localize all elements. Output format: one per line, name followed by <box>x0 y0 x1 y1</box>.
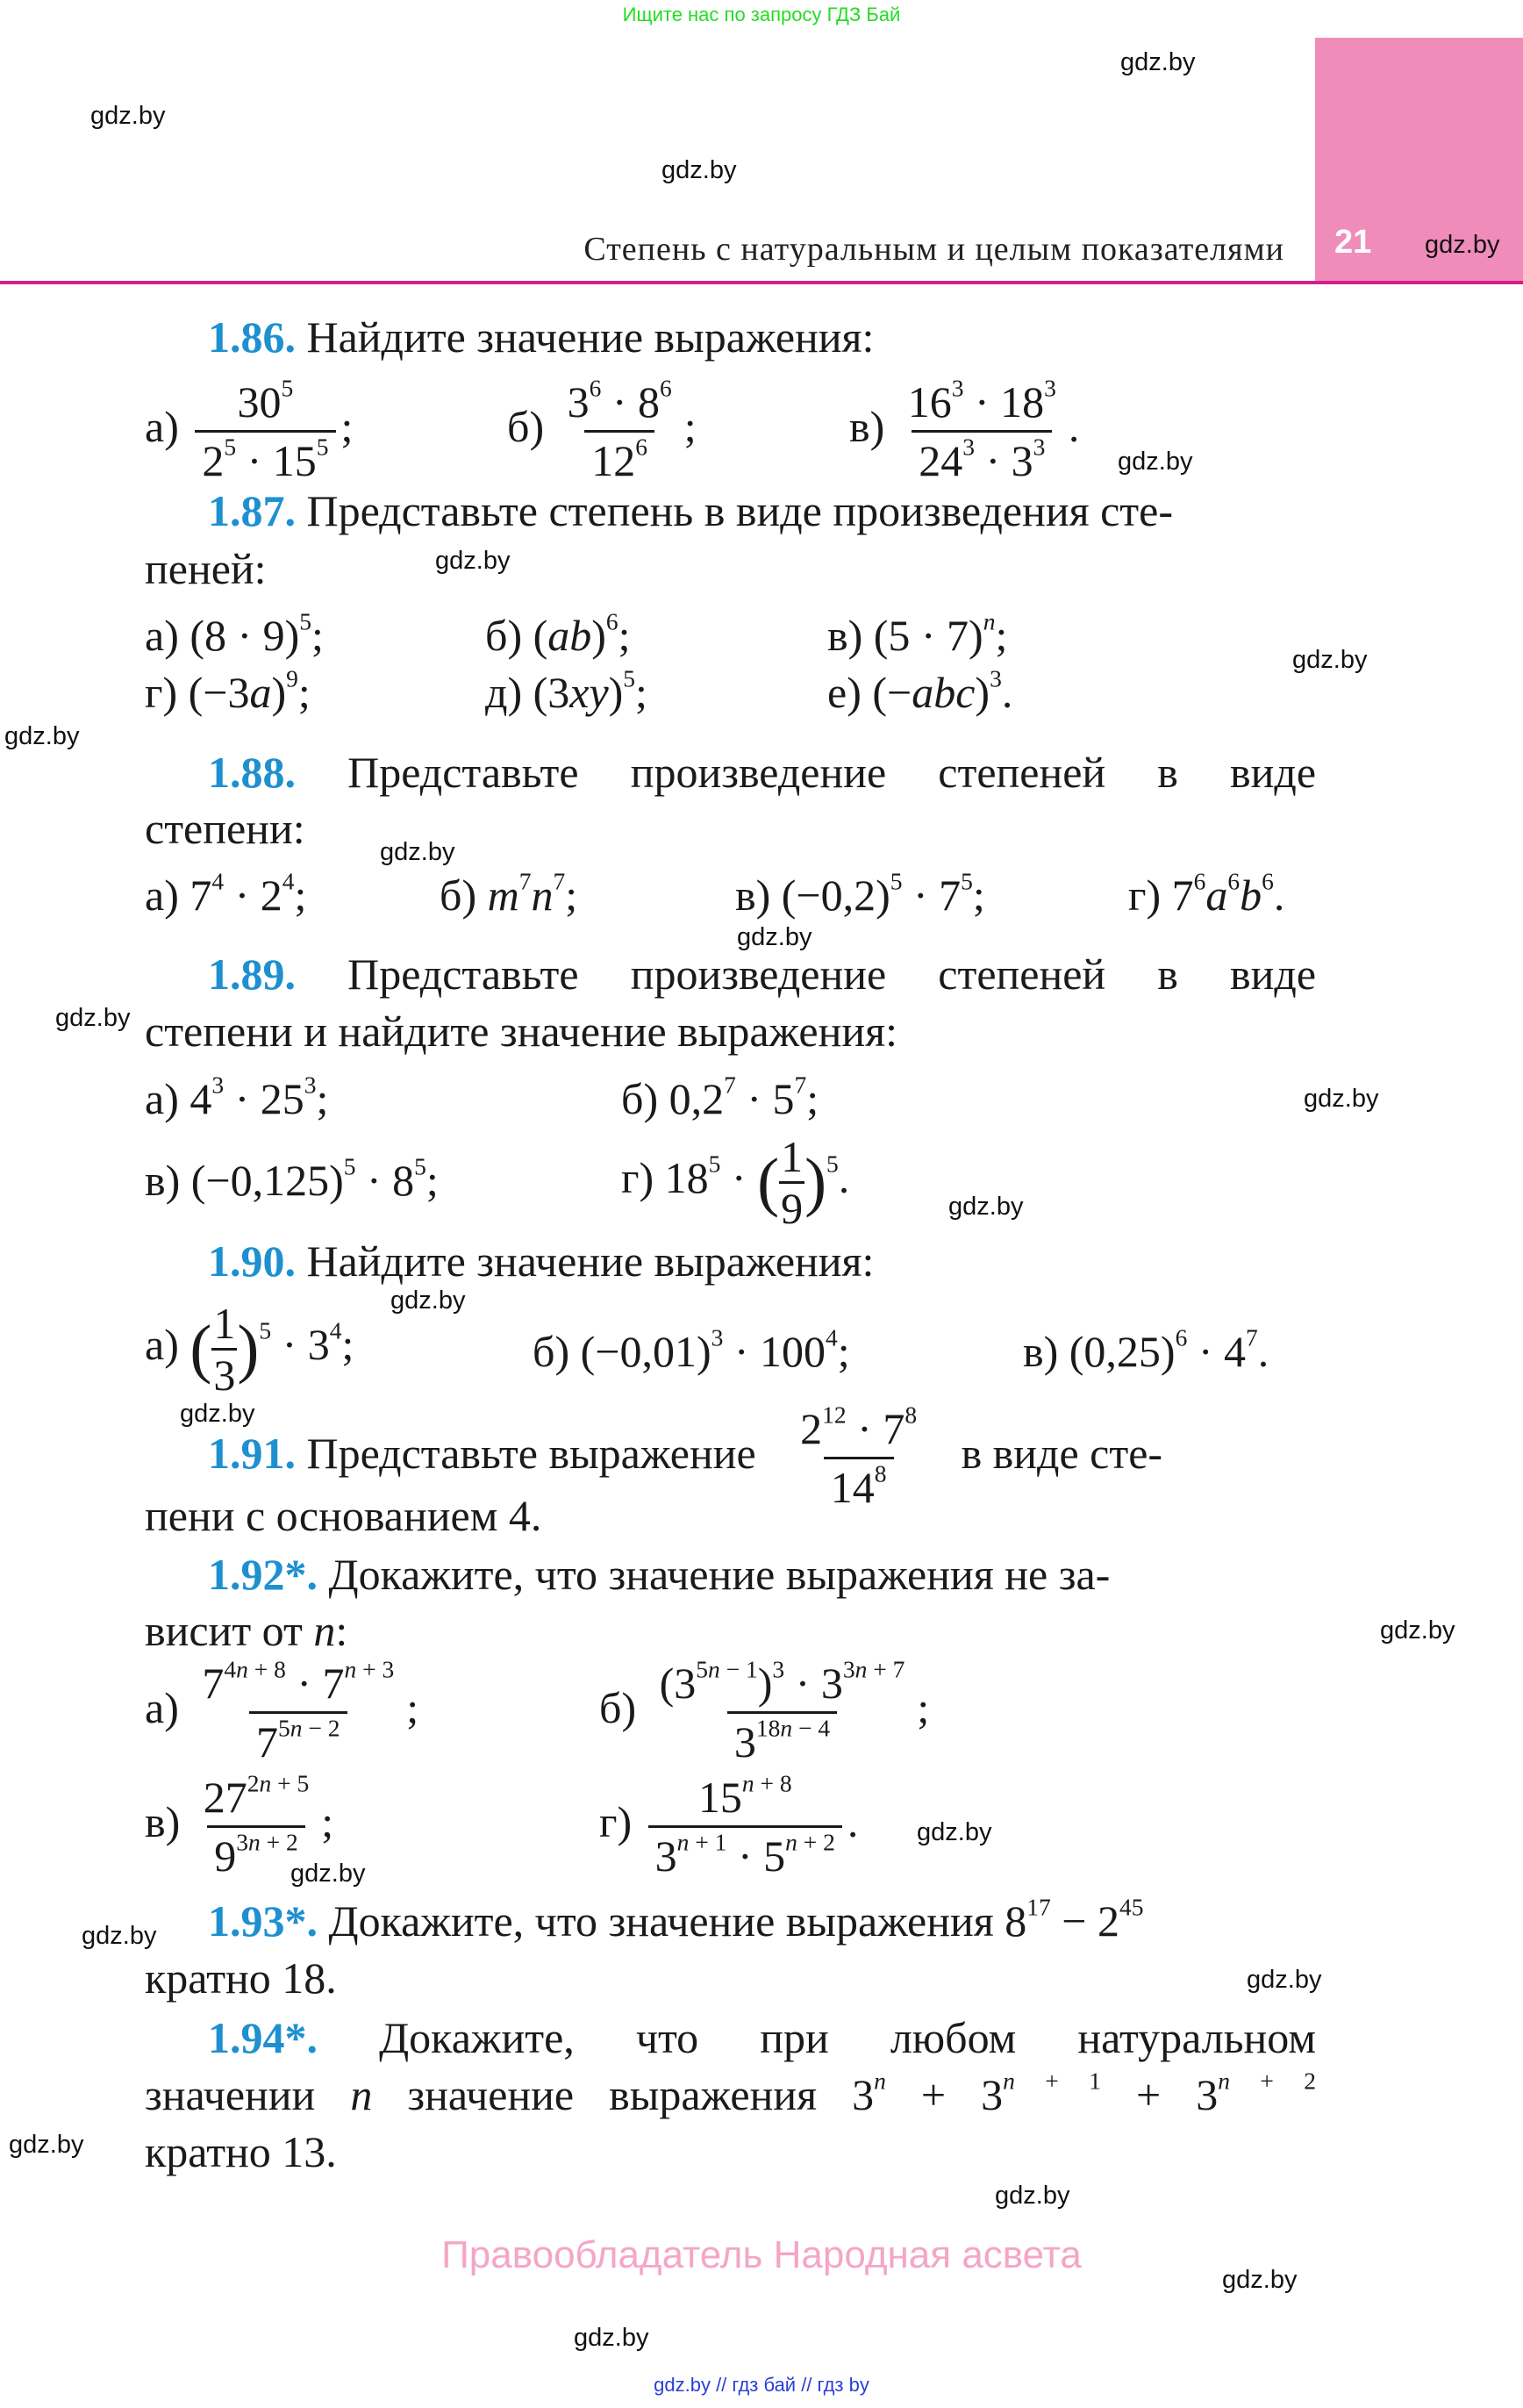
problem-1-88-line2: степени: <box>145 804 305 853</box>
problem-1-88-b: б) $m^7n^7$; <box>440 867 578 920</box>
problem-1-90-a: а) ( $\frac{1}{3}$ )$^5 \cdot 3^4$; <box>145 1299 354 1400</box>
watermark: gdz.by <box>55 1004 131 1032</box>
problem-1-92-a: а) $\frac{7^{4n + 8} \cdot 7^{n + 3}}{7^{5n - 2}}$ ; <box>145 1655 419 1767</box>
watermark: gdz.by <box>435 547 511 575</box>
problem-1-88-d: г) $7^6a^6b^6$. <box>1128 867 1285 920</box>
watermark: gdz.by <box>1120 48 1196 76</box>
problem-1-93-line2: кратно 18. <box>145 1953 337 2003</box>
problem-1-94-heading: 1.94*. Докажите, что при любом натуральном <box>208 2013 1316 2062</box>
problem-1-89-heading: 1.89. Представьте произведение степеней в виде <box>208 950 1317 999</box>
watermark: gdz.by <box>9 2131 84 2159</box>
problem-1-91-heading: 1.91. Представьте выражение $\frac{2^{12} \cdot 7^8}{14^8}$ в виде сте- <box>208 1401 1163 1512</box>
problem-1-88-heading: 1.88. Представьте произведение степеней в виде <box>208 748 1317 797</box>
problem-1-89-c: в) $(-0,125)^5 \cdot 8^5$; <box>145 1152 439 1205</box>
watermark: gdz.by <box>1425 231 1500 259</box>
problem-1-88-c: в) $(-0,2)^5 \cdot 7^5$; <box>735 867 985 920</box>
problem-1-90-heading: 1.90. Найдите значение выражения: <box>208 1236 875 1286</box>
watermark: gdz.by <box>82 1922 157 1950</box>
watermark: gdz.by <box>180 1400 255 1428</box>
problem-1-86-c: в) $\frac{16^3 \cdot 18^3}{24^3 \cdot 3^3}$ . <box>849 374 1080 485</box>
problem-1-89-line2: степени и найдите значение выражения: <box>145 1007 898 1056</box>
watermark: gdz.by <box>995 2182 1070 2210</box>
footer-links[interactable]: gdz.by // гдз бай // гдз by <box>654 2374 869 2396</box>
problem-1-89-b: б) $0,2^7 \cdot 5^7$; <box>621 1071 819 1123</box>
page-number: 21 <box>1334 224 1372 261</box>
chapter-title: Степень с натуральным и целым показателями <box>583 231 1284 268</box>
watermark: gdz.by <box>4 722 80 750</box>
watermark: gdz.by <box>574 2324 649 2352</box>
problem-1-87-heading: 1.87. Представьте степень в виде произведения сте- <box>208 486 1173 535</box>
watermark: gdz.by <box>1292 646 1368 674</box>
problem-1-92-line2: висит от n: <box>145 1606 348 1655</box>
watermark: gdz.by <box>1304 1085 1379 1113</box>
problem-1-89-a: а) $4^3 \cdot 25^3$; <box>145 1071 329 1123</box>
problem-1-94-line2: значении n значение выражения $3^n + 3^{n + 1} + 3^{n + 2}$ <box>145 2067 1317 2119</box>
problem-1-89-d: г) $18^5$ · ( $\frac{1}{9}$ )$^5$. <box>621 1132 850 1233</box>
watermark: gdz.by <box>661 156 737 184</box>
problem-1-92-c: в) $\frac{27^{2n + 5}}{9^{3n + 2}}$ ; <box>145 1769 334 1881</box>
problem-1-92-d: г) $\frac{15^{n + 8}}{3^{n + 1} \cdot 5^{n + 2}}$ . <box>599 1769 859 1881</box>
problem-1-91-line2: пени с основанием 4. <box>145 1491 542 1540</box>
problem-1-86-heading: 1.86. Найдите значение выражения: <box>208 312 875 362</box>
watermark: gdz.by <box>1247 1966 1322 1994</box>
watermark: gdz.by <box>1118 448 1193 476</box>
problem-1-93-heading: 1.93*. Докажите, что значение выражения $8^{17} - 2^{45}$ <box>208 1893 1144 1946</box>
problem-1-90-b: б) $(-0,01)^3 \cdot 100^4$; <box>533 1323 850 1376</box>
watermark: gdz.by <box>917 1818 992 1846</box>
problem-1-87-c: в) $(5 \cdot 7)^n$; <box>827 607 1008 660</box>
problem-1-90-c: в) $(0,25)^6 \cdot 4^7$. <box>1023 1323 1269 1376</box>
problem-1-87-d: г) $(-3a)^9$; <box>145 664 311 717</box>
problem-1-88-a: а) $7^4 \cdot 2^4$; <box>145 867 307 920</box>
watermark: gdz.by <box>948 1193 1024 1221</box>
problem-1-87-f: е) $(-abc)^3$. <box>827 664 1013 717</box>
watermark: gdz.by <box>390 1286 466 1315</box>
watermark: gdz.by <box>380 838 455 866</box>
copyright-notice: Правообладатель Народная асвета <box>441 2233 1082 2276</box>
problem-1-87-e: д) $(3xy)^5$; <box>485 664 647 717</box>
problem-1-92-b: б) $\frac{(3^{5n - 1})^3 \cdot 3^{3n + 7}}{3^{18n - 4}}$ ; <box>599 1655 930 1767</box>
problem-1-86-a: а) $\frac{30^5}{2^5 \cdot 15^5}$ ; <box>145 374 354 485</box>
header-rule <box>0 281 1523 284</box>
problem-1-92-heading: 1.92*. Докажите, что значение выражения не за- <box>208 1550 1111 1599</box>
top-banner: Ищите нас по запросу ГДЗ Бай <box>622 4 901 25</box>
watermark: gdz.by <box>90 102 166 130</box>
watermark: gdz.by <box>290 1860 366 1888</box>
problem-1-86-b: б) $\frac{3^6 \cdot 8^6}{12^6}$ ; <box>507 374 697 485</box>
watermark: gdz.by <box>1222 2266 1298 2294</box>
problem-1-94-line3: кратно 13. <box>145 2127 337 2176</box>
watermark: gdz.by <box>737 923 812 951</box>
problem-1-87-b: б) (ab)$^6$; <box>485 607 631 660</box>
problem-1-87-line2: пеней: <box>145 544 267 593</box>
problem-1-87-a: а) $(8 \cdot 9)^5$; <box>145 607 324 660</box>
watermark: gdz.by <box>1380 1616 1455 1645</box>
